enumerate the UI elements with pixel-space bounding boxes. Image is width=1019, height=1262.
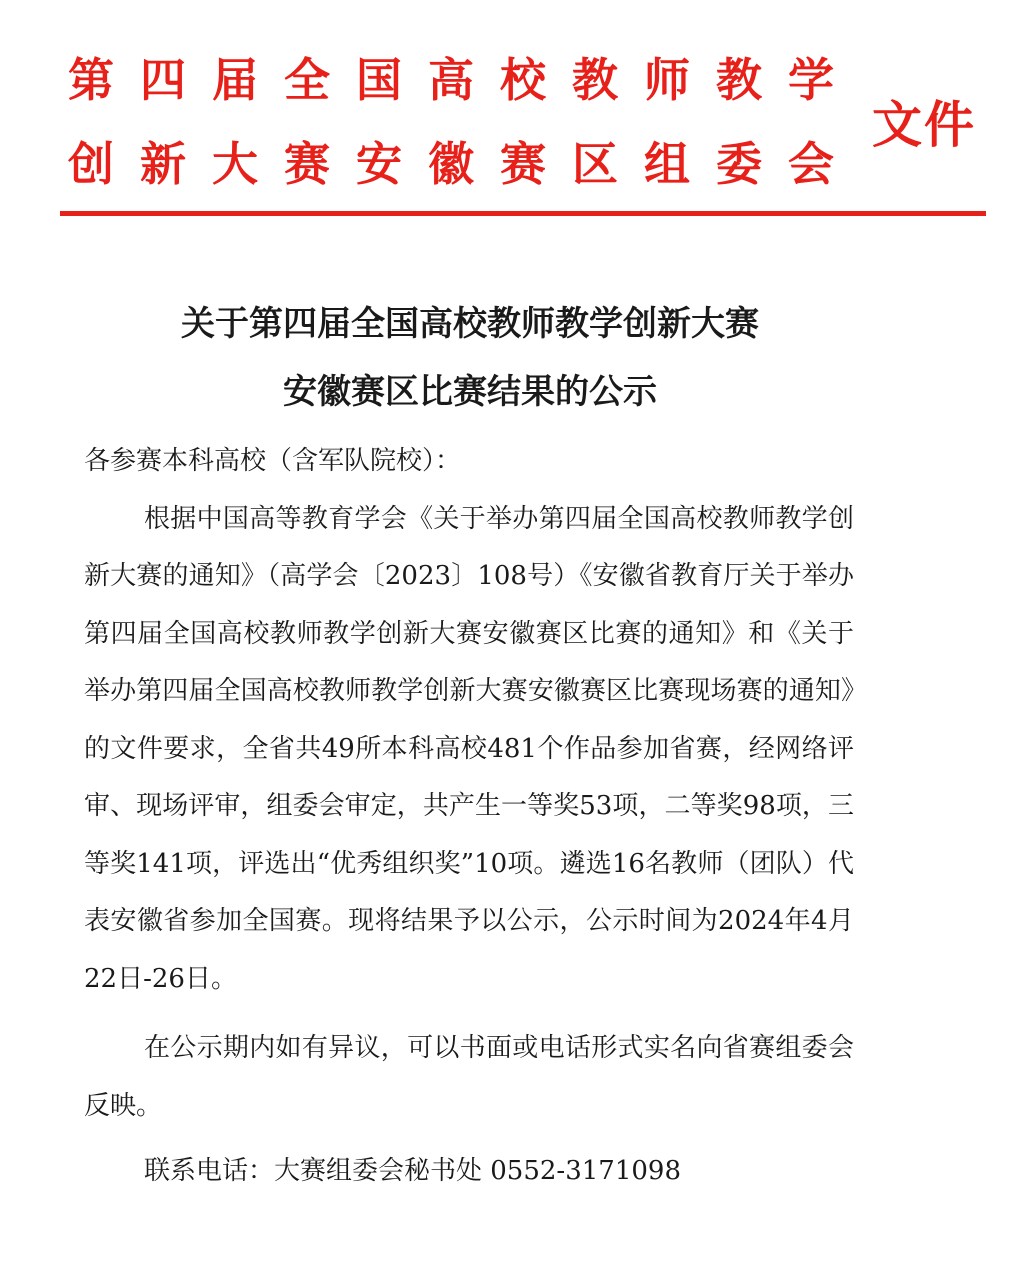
objection-paragraph: 在公示期内如有异议，可以书面或电话形式实名向省赛组委会反映。	[84, 1033, 854, 1121]
contact-phone: 联系电话：大赛组委会秘书处 0552-3171098	[144, 1156, 682, 1186]
document-type-label: 文件	[872, 96, 976, 154]
document-title-line-2: 安徽赛区比赛结果的公示	[283, 372, 657, 412]
document-title-line-1: 关于第四届全国高校教师教学创新大赛	[181, 304, 759, 344]
document-body	[84, 433, 854, 1201]
issuer-name-line-1: 第四届全国高校教师教学	[68, 53, 860, 107]
announcement-paragraph: 根据中国高等教育学会《关于举办第四届全国高校教师教学创新大赛的通知》（高学会〔2023〕108号）《安徽省教育厅关于举办第四届全国高校教师教学创新大赛安徽赛区比赛的通知》和《关于举办第四届全国高校教师教学创新大赛安徽赛区比赛现场赛的通知》的文件要求，全省共49所本科高校481个作品参加省赛，经网络评审、现场评审，组委会审定，共产生一等奖53项，二等奖98项，三等奖141项，评选出“优秀组织奖”10项。遴选16名教师（团队）代表安徽省参加全国赛。现将结果予以公示，公示时间为2024年4月22日-26日。	[84, 503, 854, 994]
issuer-name-line-2: 创新大赛安徽赛区组委会	[68, 137, 860, 191]
salutation: 各参赛本科高校（含军队院校）：	[84, 446, 462, 476]
red-header-rule	[60, 211, 986, 216]
